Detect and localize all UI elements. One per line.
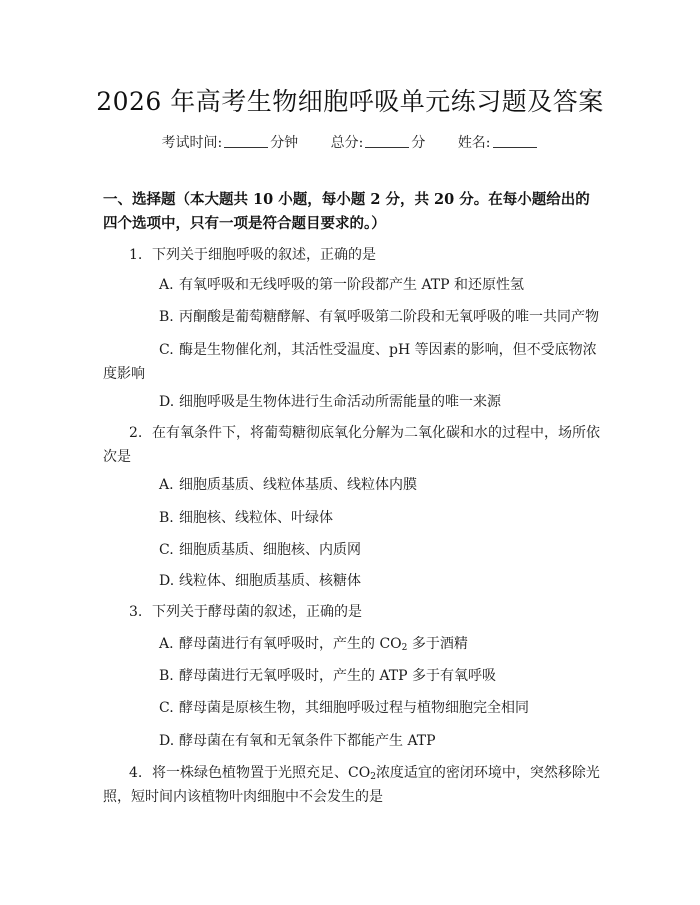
section-heading: 一、选择题（本大题共 10 小题，每小题 2 分，共 20 分。在每小题给出的四个选项中，只有一项是符合题目要求的。）: [103, 191, 590, 232]
q2-option-a: [103, 473, 601, 497]
exam-time: [161, 135, 302, 151]
score-blank: [365, 135, 409, 148]
q3-option-b: [103, 664, 601, 688]
question-subscript: 2: [370, 772, 376, 782]
time-unit: 分钟: [270, 135, 299, 151]
q1-option-d: [103, 390, 601, 414]
score-unit: 分: [411, 135, 426, 151]
option-letter: A.: [159, 477, 174, 493]
exam-meta: [0, 132, 700, 152]
question-3: [103, 600, 601, 624]
option-letter: B.: [159, 668, 174, 684]
question-number: 4.: [129, 765, 143, 781]
option-text: 细胞质基质、细胞核、内质网: [179, 542, 361, 558]
q1-option-b: [103, 305, 601, 329]
option-text-before: 酵母菌进行有氧呼吸时，产生的 CO: [179, 636, 402, 652]
question-stem: 在有氧条件下，将葡萄糖彻底氧化分解为二氧化碳和水的过程中，场所依次是: [103, 425, 600, 465]
option-text: 线粒体、细胞质基质、核糖体: [179, 573, 361, 589]
q2-option-b: [103, 506, 601, 530]
question-1: [103, 243, 601, 267]
question-number: 2.: [129, 425, 143, 441]
q2-option-c: [103, 538, 601, 562]
question-2: [103, 421, 601, 469]
q2-option-d: [103, 569, 601, 593]
option-letter: B.: [159, 309, 174, 325]
q3-option-a: [103, 632, 601, 656]
q1-option-a: [103, 273, 601, 297]
option-text: 酵母菌是原核生物，其细胞呼吸过程与植物细胞完全相同: [179, 700, 529, 716]
option-text: 细胞核、线粒体、叶绿体: [179, 510, 333, 526]
page-title: 2026 年高考生物细胞呼吸单元练习题及答案: [96, 87, 604, 116]
option-letter: A.: [159, 277, 174, 293]
name-label: 姓名:: [457, 135, 491, 151]
option-letter: D.: [159, 573, 175, 589]
q1-option-c: [103, 338, 601, 386]
option-text: 细胞呼吸是生物体进行生命活动所需能量的唯一来源: [179, 394, 501, 410]
question-stem: 下列关于酵母菌的叙述，正确的是: [152, 604, 362, 620]
exam-score: [331, 135, 430, 151]
q3-option-c: [103, 696, 601, 720]
question-number: 3.: [129, 604, 143, 620]
question-number: 1.: [129, 247, 143, 263]
score-label: 总分:: [330, 135, 364, 151]
option-text: 细胞质基质、线粒体基质、线粒体内膜: [179, 477, 417, 493]
time-blank: [224, 135, 268, 148]
q3-option-d: [103, 729, 601, 753]
option-letter: A.: [159, 636, 174, 652]
name-blank: [493, 135, 537, 148]
option-text: 酵母菌进行无氧呼吸时，产生的 ATP 多于有氧呼吸: [179, 668, 497, 684]
question-stem: 下列关于细胞呼吸的叙述，正确的是: [152, 247, 376, 263]
question-stem-before: 将一株绿色植物置于光照充足、CO: [152, 765, 371, 781]
option-letter: B.: [159, 510, 174, 526]
exam-name: [458, 135, 539, 151]
option-letter: C.: [159, 342, 174, 358]
option-text: 酶是生物催化剂，其活性受温度、pH 等因素的影响，但不受底物浓度影响: [103, 342, 597, 382]
option-letter: D.: [159, 733, 175, 749]
option-text-after: 多于酒精: [407, 636, 468, 652]
option-letter: D.: [159, 394, 175, 410]
question-4: [103, 761, 601, 809]
option-text: 酵母菌在有氧和无氧条件下都能产生 ATP: [179, 733, 436, 749]
question-stem-after: 浓度适宜的密闭环境中，突然移除光照，短时间内该植物叶肉细胞中不会发生的是: [103, 765, 600, 805]
option-letter: C.: [159, 700, 174, 716]
option-letter: C.: [159, 542, 174, 558]
option-text: 有氧呼吸和无线呼吸的第一阶段都产生 ATP 和还原性氢: [179, 277, 525, 293]
option-text: 丙酮酸是葡萄糖酵解、有氧呼吸第二阶段和无氧呼吸的唯一共同产物: [179, 309, 599, 325]
time-label: 考试时间:: [161, 135, 223, 151]
option-subscript: 2: [401, 643, 408, 653]
